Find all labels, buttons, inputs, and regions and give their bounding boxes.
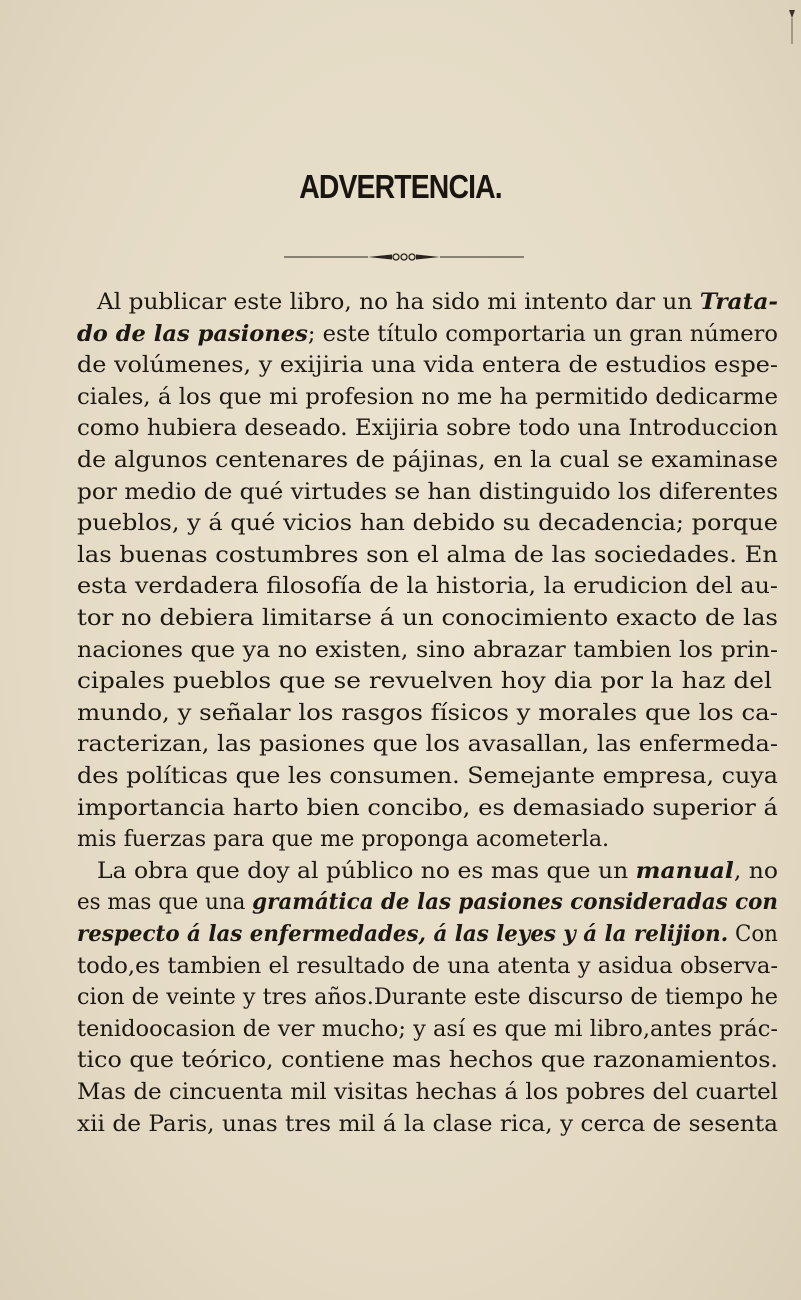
text-run: Mas de cincuenta mil visitas hechas á los pobres del cuartel (77, 1079, 779, 1105)
text-line (97, 289, 778, 315)
text-run: Al publicar este libro, no ha sido mi intento dar un (97, 289, 700, 315)
text-line (77, 447, 778, 473)
text-run: todo,es tambien el resultado de una atenta y asidua observa- (77, 952, 779, 979)
text-line (77, 826, 609, 852)
italic-phrase: Trata- (699, 289, 779, 315)
ornament-divider (284, 250, 524, 264)
text-run: naciones que ya no existen, sino abrazar tambien los prin- (77, 636, 779, 663)
italic-phrase: gramática de las pasiones consideradas con (252, 889, 778, 916)
text-line (77, 1047, 778, 1073)
text-line (77, 731, 778, 757)
text-run: racterizan, las pasiones que los avasallan, las enfermeda- (77, 731, 778, 758)
text-run: cion de veinte y tres años.Durante este discurso de tiempo he (77, 984, 778, 1011)
text-run: las buenas costumbres son el alma de las sociedades. En (77, 541, 779, 568)
text-line (77, 1111, 778, 1137)
text-run: de algunos centenares de pájinas, en la cual se examinase (77, 447, 778, 473)
text-run: como hubiera deseado. Exijiria sobre todo una Introduccion (77, 415, 779, 442)
text-run: tico que teórico, contiene mas hechos que razonamientos. (77, 1047, 778, 1074)
text-line (77, 321, 778, 347)
text-line (77, 921, 778, 947)
page-heading: ADVERTENCIA. (299, 168, 502, 205)
text-line (77, 953, 778, 979)
text-run: La obra que doy al público no es mas que un (97, 857, 636, 884)
text-run: es mas que una (77, 889, 253, 916)
text-run: de volúmenes, y exijiria una vida entera de estudios espe- (77, 352, 778, 379)
text-line (77, 415, 778, 441)
italic-phrase: respecto á las enfermedades, á las leyes y á la relijion. (77, 921, 729, 947)
text-line (77, 510, 778, 536)
text-run: ; este título comportaria un gran número (307, 320, 779, 347)
text-run: mis fuerzas para que me proponga acometerla. (77, 826, 610, 853)
text-line (77, 637, 778, 663)
text-run: tor no debiera limitarse á un conocimiento exacto de las (77, 605, 779, 631)
text-run: ciales, á los que mi profesion no me ha permitido dedicarme (77, 383, 779, 410)
text-line (77, 984, 778, 1010)
text-run: esta verdadera filosofía de la historia, la erudicion del au- (77, 573, 778, 600)
text-line (77, 795, 778, 821)
text-run: importancia harto bien concibo, es demasiado superior á (77, 794, 779, 821)
text-run: , no (733, 857, 778, 884)
text-line (77, 479, 778, 505)
italic-phrase: manual (635, 857, 734, 884)
text-line (77, 889, 778, 915)
text-line (77, 763, 778, 789)
italic-phrase: do de las pasiones (77, 320, 308, 347)
text-run: por medio de qué virtudes se han distinguido los diferentes (77, 478, 779, 505)
text-run: cipales pueblos que se revuelven hoy dia por la haz del (77, 668, 772, 695)
text-line (77, 542, 778, 568)
text-line (77, 605, 778, 631)
page-edge-mark (787, 8, 797, 48)
text-run: tenidoocasion de ver mucho; y así es que mi libro,antes prác- (77, 1015, 778, 1042)
text-run: pueblos, y á qué vicios han debido su decadencia; porque (77, 510, 778, 537)
text-run: des políticas que les consumen. Semejante empresa, cuya (77, 763, 779, 789)
text-line (77, 384, 778, 410)
text-line (97, 858, 778, 884)
text-line (77, 1016, 778, 1042)
text-line (77, 1079, 778, 1105)
text-run: mundo, y señalar los rasgos físicos y morales que los ca- (77, 699, 779, 726)
text-line (77, 352, 778, 378)
text-line (77, 573, 778, 599)
text-run: xii de Paris, unas tres mil á la clase rica, y cerca de sesenta (77, 1110, 779, 1137)
text-line (77, 668, 772, 694)
text-line (77, 700, 778, 726)
text-run: Con (728, 921, 778, 947)
